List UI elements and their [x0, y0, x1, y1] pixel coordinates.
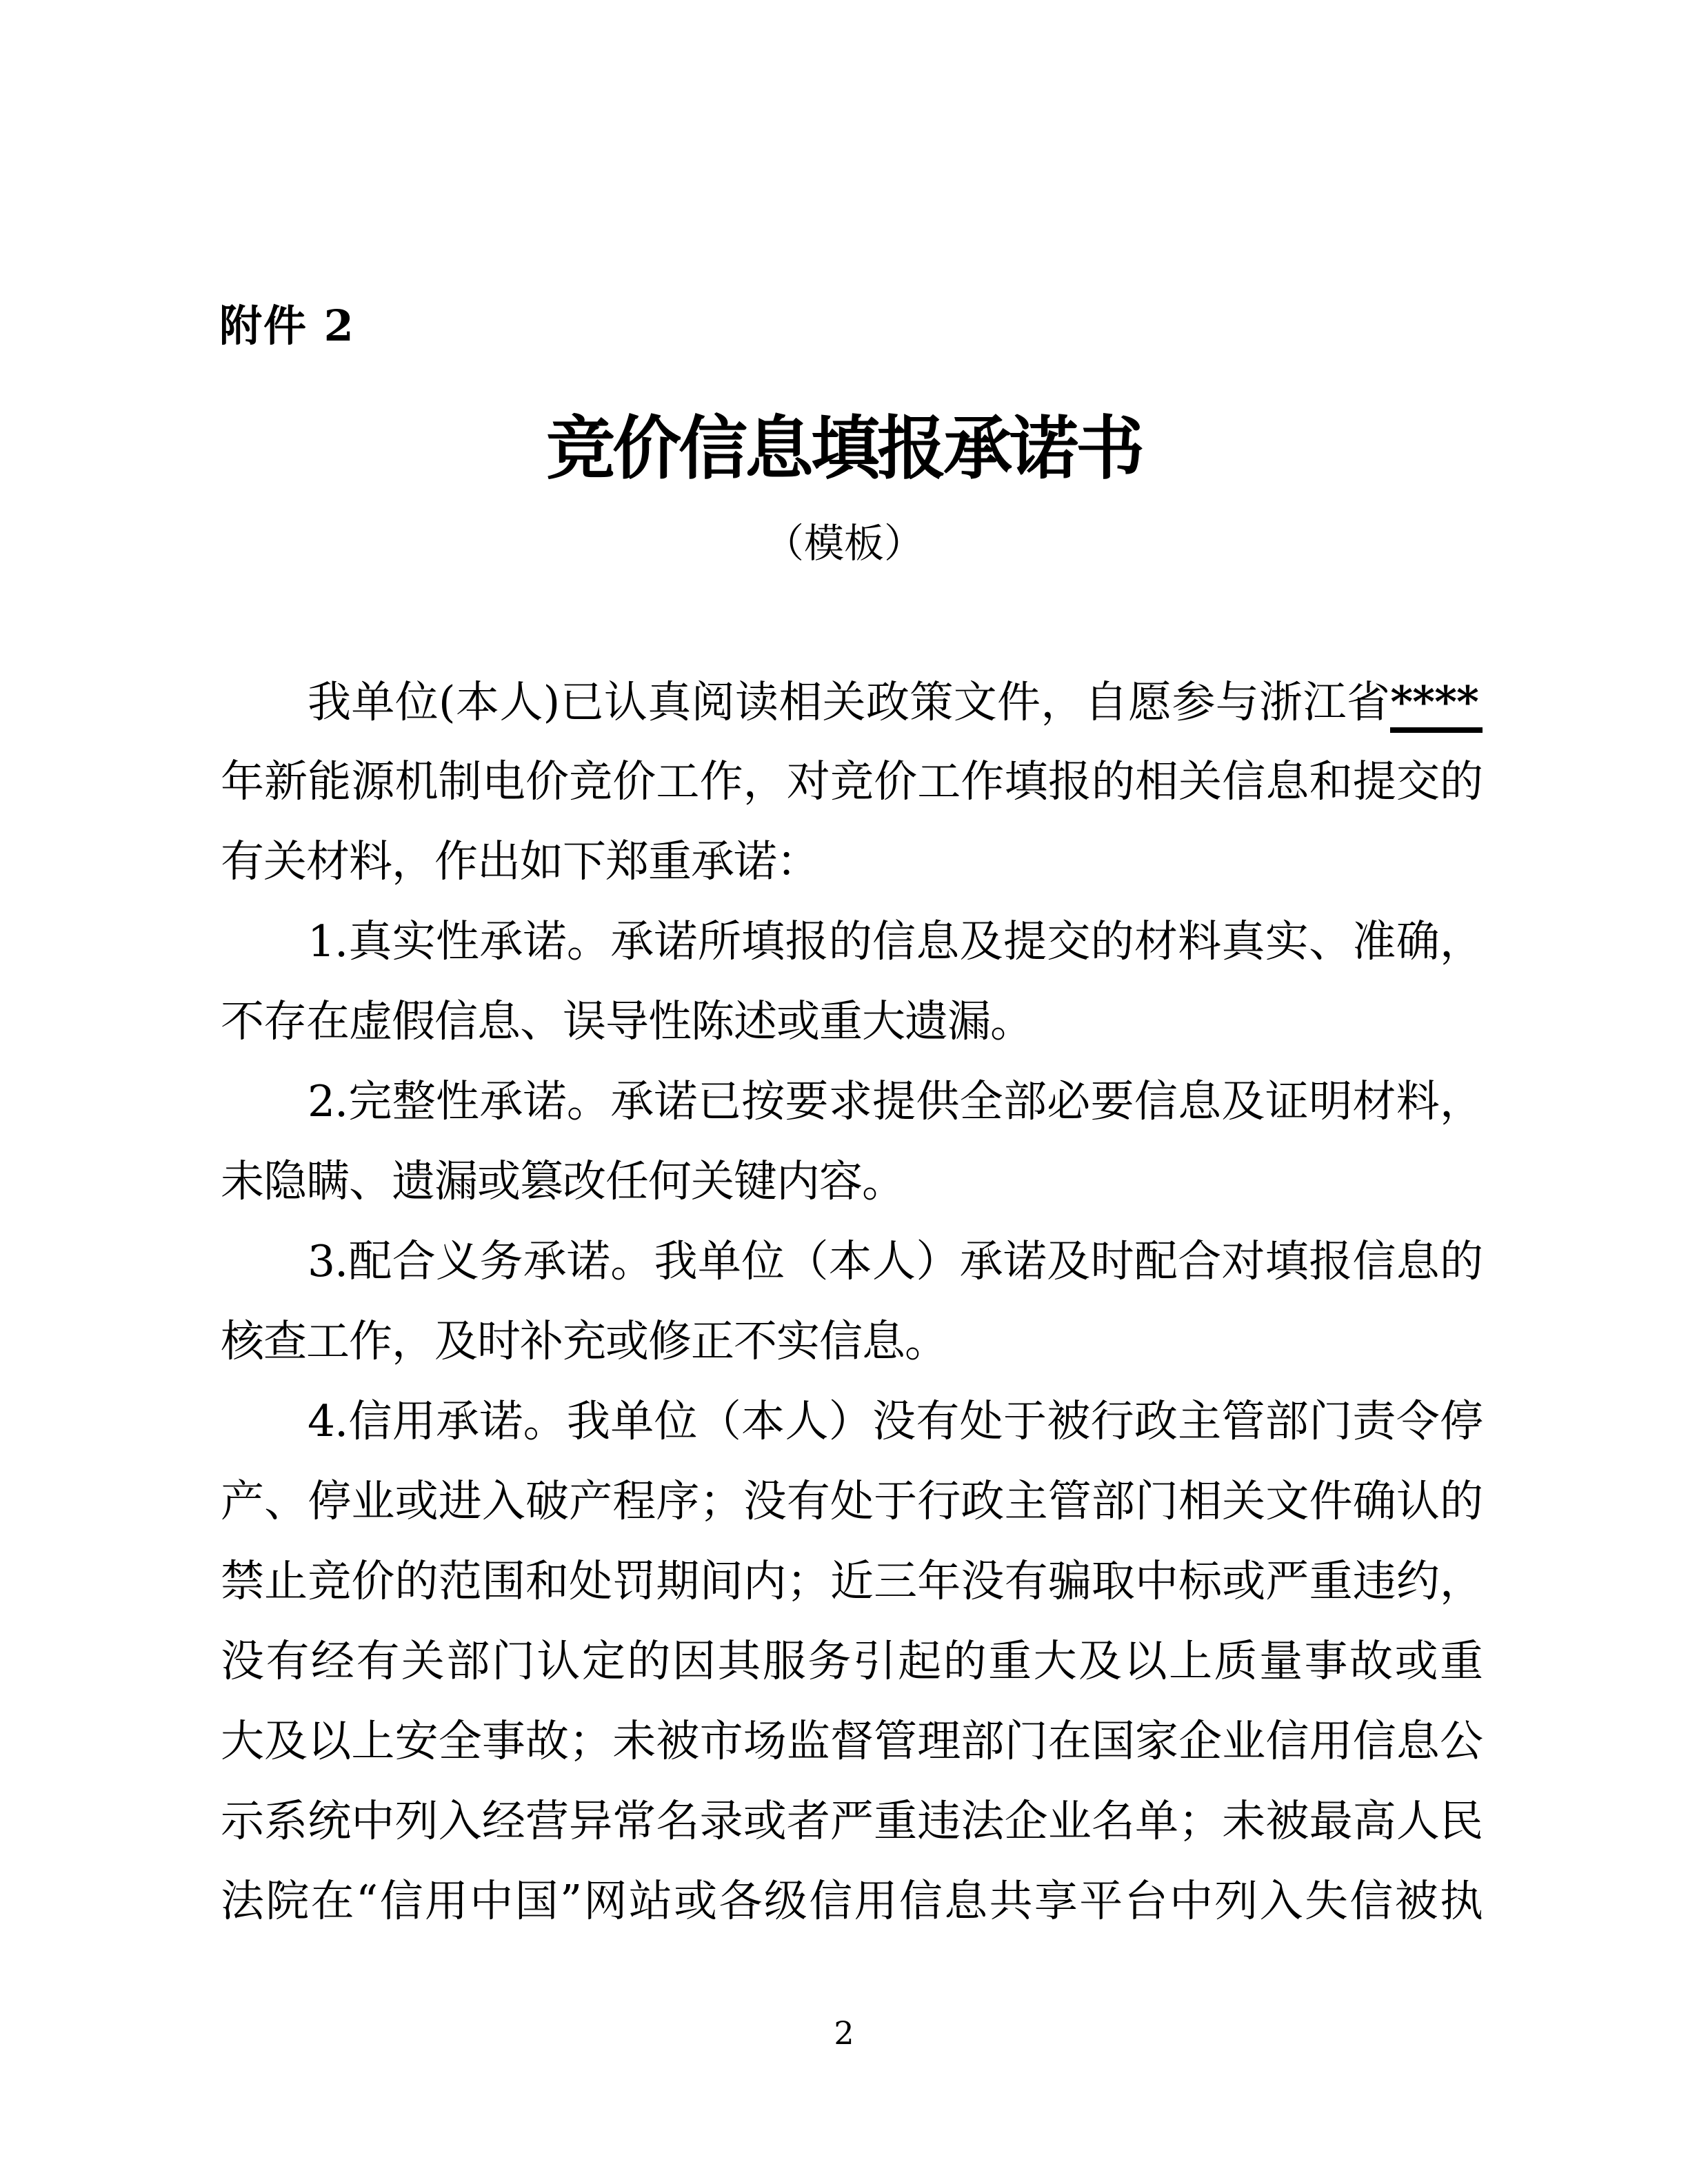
- body-line: [221, 1781, 1483, 1861]
- body-line-text: 核查工作，及时补充或修正不实信息。: [221, 1316, 947, 1366]
- body-line-text: 1.真实性承诺。承诺所填报的信息及提交的材料真实、准确，: [308, 916, 1483, 967]
- body-line: [221, 1541, 1483, 1621]
- body-line: [221, 1382, 1483, 1462]
- body-line-text: 不存在虚假信息、误导性陈述或重大遗漏。: [221, 996, 1033, 1046]
- body-line: [221, 822, 1483, 902]
- body-line: [221, 1701, 1483, 1781]
- body-line-text: 3.配合义务承诺。我单位（本人）承诺及时配合对填报信息的: [308, 1236, 1483, 1286]
- body-line-text: 有关材料，作出如下郑重承诺：: [221, 836, 819, 887]
- body-line-text: 4.信用承诺。我单位（本人）没有处于被行政主管部门责令停: [308, 1396, 1483, 1446]
- body-line-text: 示系统中列入经营异常名录或者严重违法企业名单；未被最高人民: [221, 1796, 1483, 1846]
- body-line-text: 年新能源机制电价竞价工作，对竞价工作填报的相关信息和提交的: [221, 756, 1483, 807]
- body-line-text: 2.完整性承诺。承诺已按要求提供全部必要信息及证明材料，: [308, 1076, 1483, 1126]
- blank-fill-asterisks: ****: [1390, 676, 1483, 733]
- body-line-text: 禁止竞价的范围和处罚期间内；近三年没有骗取中标或严重违约，: [221, 1556, 1483, 1606]
- document-subtitle: （模板）: [763, 520, 924, 567]
- body-line: [221, 1462, 1483, 1541]
- page-number: 2: [834, 2014, 854, 2052]
- body-line: [221, 1142, 1483, 1222]
- body-line-text: 未隐瞒、遗漏或篡改任何关键内容。: [221, 1156, 905, 1206]
- body-line-text: 大及以上安全事故；未被市场监督管理部门在国家企业信用信息公: [221, 1716, 1483, 1766]
- body-line-text: 产、停业或进入破产程序；没有处于行政主管部门相关文件确认的: [221, 1476, 1483, 1526]
- body-line: [221, 982, 1483, 1062]
- body-line-text: 法院在“信用中国”网站或各级信用信息共享平台中列入失信被执: [221, 1876, 1483, 1926]
- body-line: [221, 662, 1483, 742]
- body-line: [221, 1861, 1483, 1941]
- body-line: [221, 902, 1483, 982]
- document-title: 竞价信息填报承诺书: [546, 411, 1142, 487]
- body-line-text: 没有经有关部门认定的因其服务引起的重大及以上质量事故或重: [221, 1636, 1483, 1686]
- attachment-label: 附件 2: [219, 301, 355, 351]
- body-line: [221, 1062, 1483, 1142]
- body-line: [221, 742, 1483, 822]
- body-line: [221, 1222, 1483, 1302]
- body-line-text: 我单位(本人)已认真阅读相关政策文件，自愿参与浙江省: [308, 677, 1391, 727]
- document-body: [221, 662, 1483, 1941]
- body-line: [221, 1302, 1483, 1382]
- body-line: [221, 1621, 1483, 1701]
